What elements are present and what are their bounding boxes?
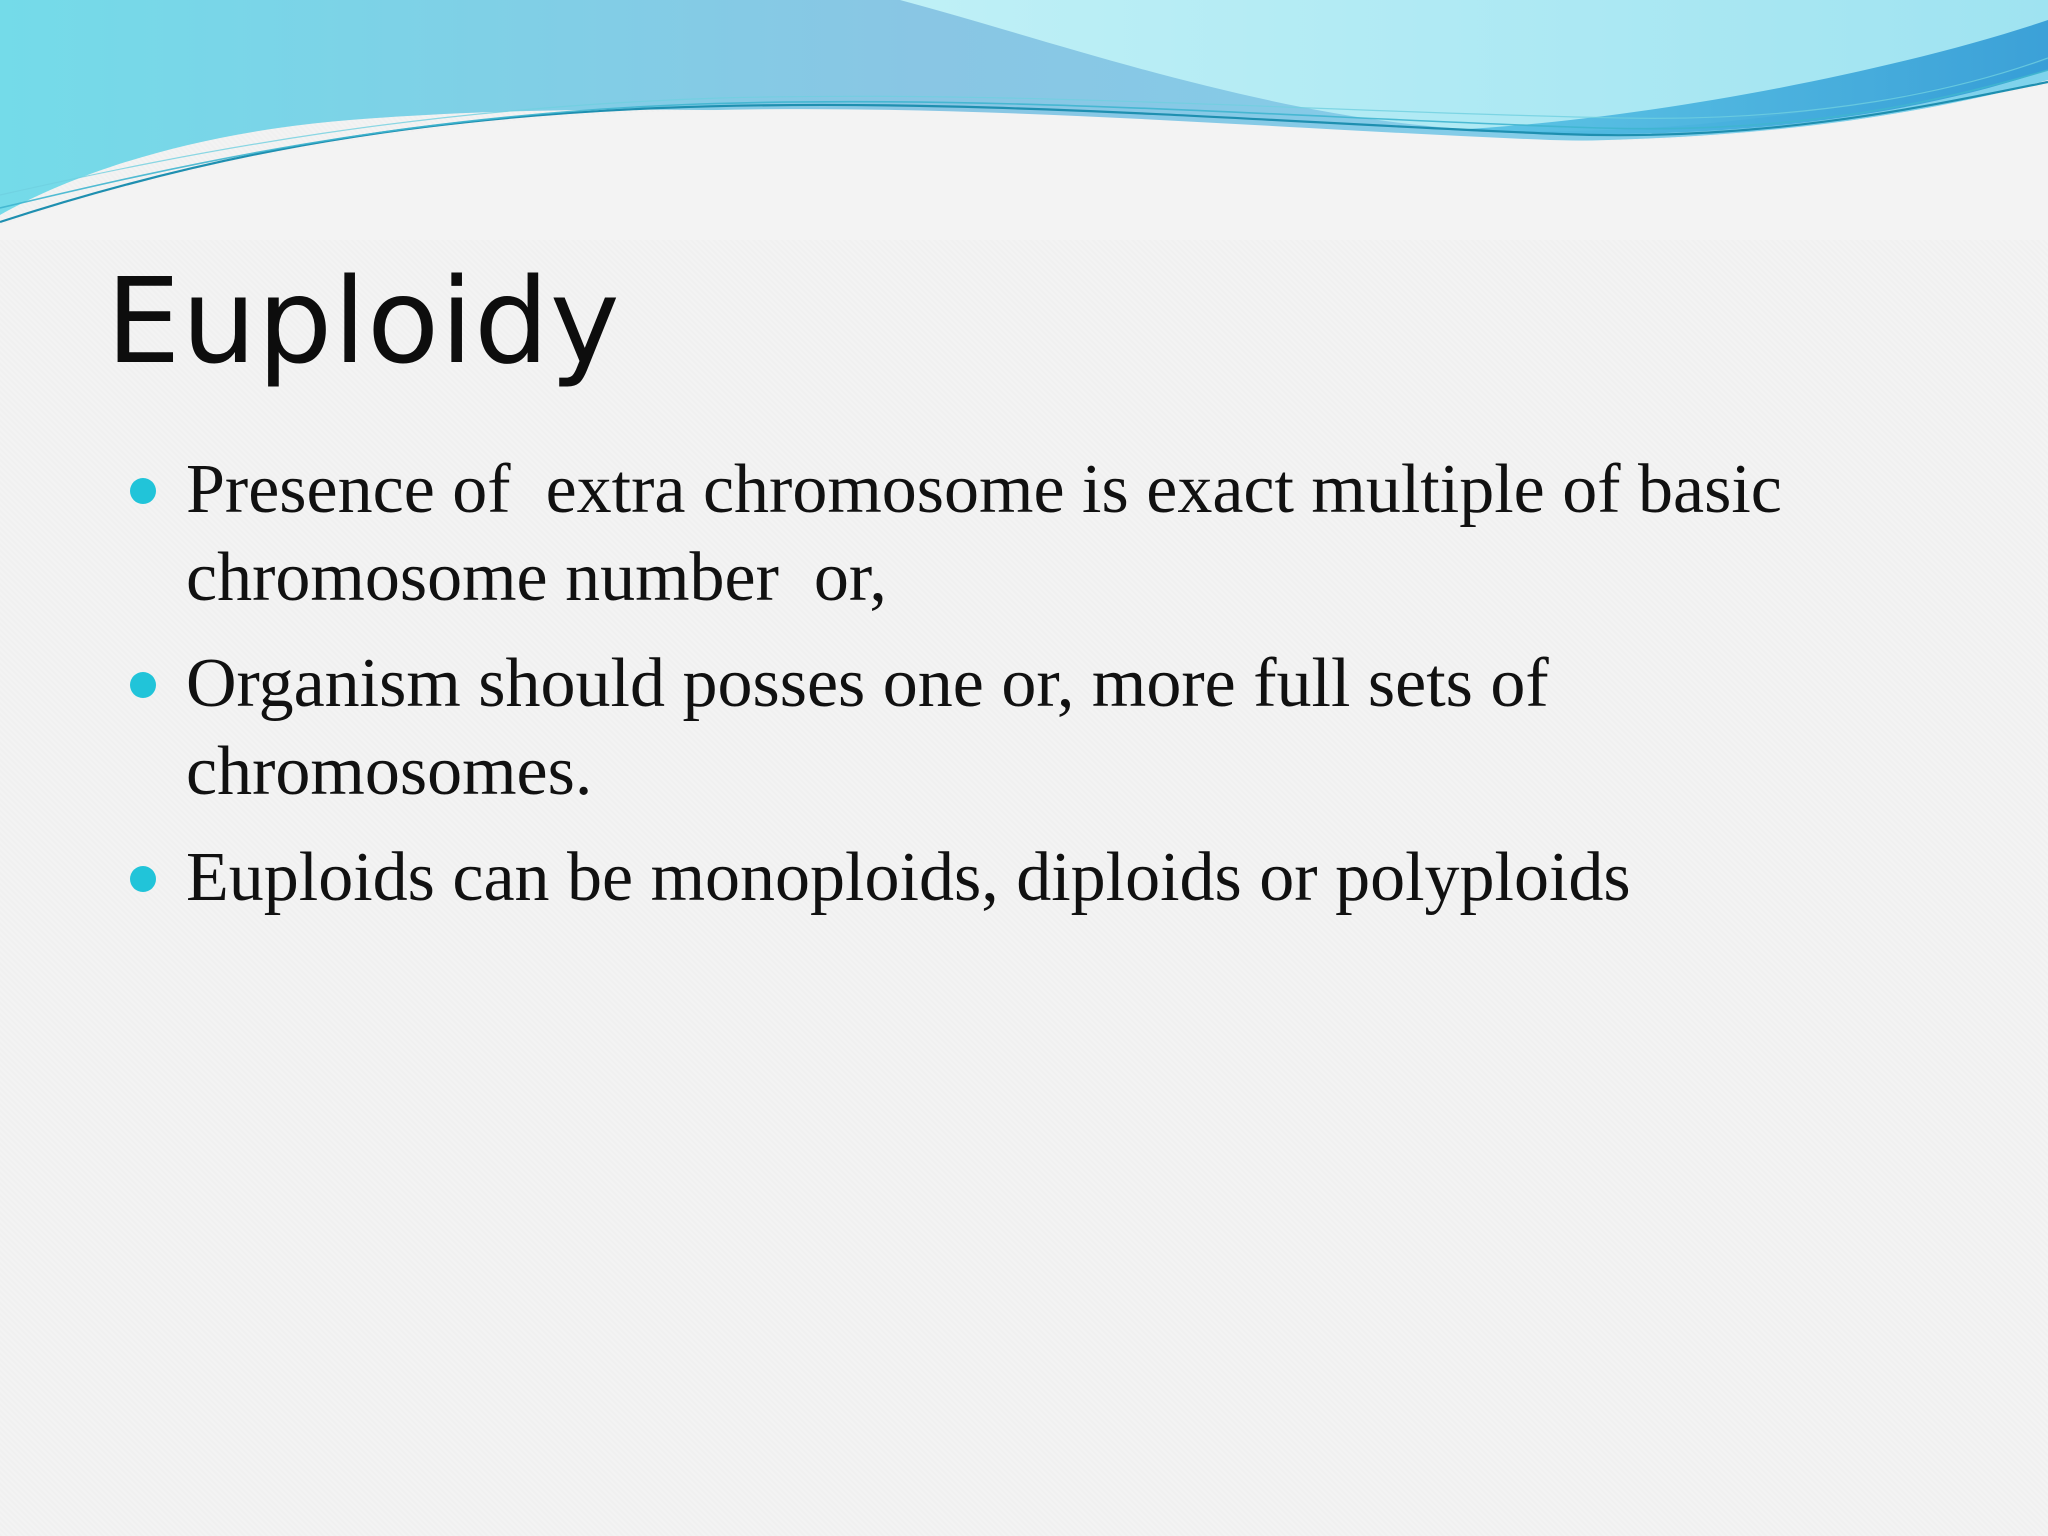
bullet-item xyxy=(130,640,1930,816)
slide-title: Euploidy xyxy=(106,252,621,390)
bullet-item xyxy=(130,446,1930,622)
bullet-dot-icon xyxy=(130,866,156,892)
bullet-item xyxy=(130,834,1930,922)
bullet-dot-icon xyxy=(130,478,156,504)
bullet-text: Presence of extra chromosome is exact multiple of basic chromosome number or, xyxy=(186,451,1800,616)
header-wave-decoration xyxy=(0,0,2048,240)
bullet-list xyxy=(130,446,1930,940)
bullet-text: Euploids can be monoploids, diploids or polyploids xyxy=(186,839,1631,916)
bullet-dot-icon xyxy=(130,672,156,698)
bullet-text: Organism should posses one or, more full sets of chromosomes. xyxy=(186,645,1567,810)
